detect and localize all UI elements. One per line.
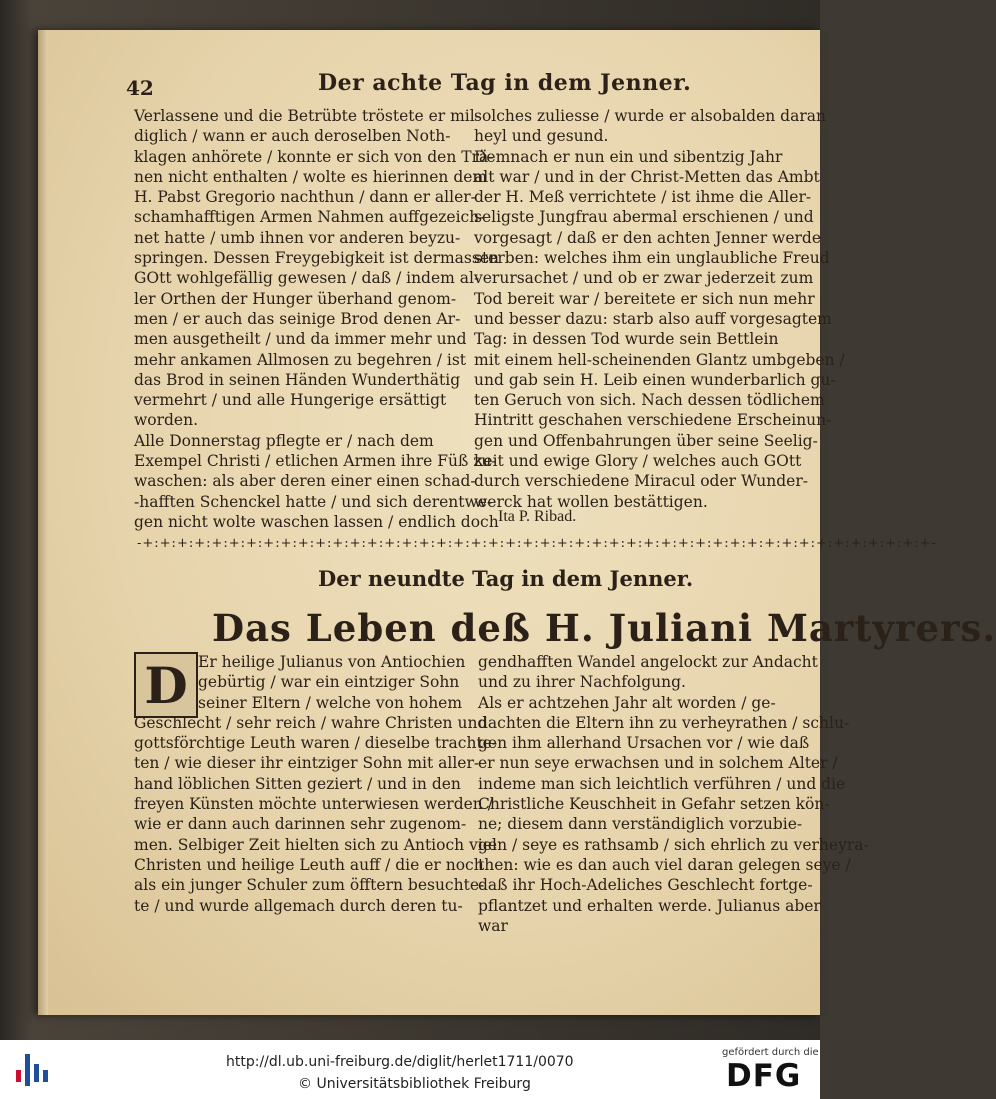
text-line: worden.: [134, 411, 199, 430]
text-line: wie er dann auch darinnen sehr zugenom-: [134, 815, 467, 834]
text-line: vorgesagt / daß er den achten Jenner werde: [474, 228, 821, 247]
chapter-title: Das Leben deß H. Juliani Martyrers.: [212, 606, 996, 650]
funding-label: gefördert durch die: [722, 1047, 819, 1058]
text-line: pflantzet und erhalten werde. Julianus aber: [478, 896, 821, 915]
text-line: springen. Dessen Freygebigkeit ist dermassen: [134, 249, 499, 268]
ornamental-divider: -+:+:+:+:+:+:+:+:+:+:+:+:+:+:+:+:+:+:+:+:+:+:+:+:+:+:+:+:+:+:+:+:+:+:+:+:+:+:+:+:+:+:+:+:+:+-: [137, 536, 937, 551]
text-line: te / und wurde allgemach durch deren tu-: [134, 896, 463, 915]
text-line: durch verschiedene Miracul oder Wunder-: [474, 472, 808, 491]
text-line: men. Selbiger Zeit hielten sich zu Antioch viel: [134, 835, 497, 854]
text-line: mehr ankamen Allmosen zu begehren / ist: [134, 350, 467, 369]
text-column-bottom-left: [134, 652, 498, 916]
section-heading: Der neundte Tag in dem Jenner.: [318, 566, 694, 591]
drop-cap: D: [134, 652, 198, 718]
text-line: gendhafften Wandel angelockt zur Andacht: [478, 653, 818, 671]
text-line: vermehrt / und alle Hungerige ersättigt: [134, 391, 447, 410]
text-line: Tod bereit war / bereitete er sich nun mehr: [474, 289, 815, 308]
text-line: gen und Offenbahrungen über seine Seelig-: [474, 431, 818, 450]
text-line: mit einem hell-scheinenden Glantz umbgeben /: [474, 350, 845, 369]
copyright-notice: © Universitätsbibliothek Freiburg: [298, 1076, 531, 1092]
text-line: Tag: in dessen Tod wurde sein Bettlein: [474, 330, 779, 349]
text-line: GOtt wohlgefällig gewesen / daß / indem al-: [134, 269, 480, 288]
text-line: net hatte / umb ihnen vor anderen beyzu-: [134, 228, 461, 247]
text-line: als ein junger Schuler zum öfftern besuchte-: [134, 876, 485, 895]
text-line: ne; diesem dann verständiglich vorzubie-: [478, 815, 803, 834]
text-line: gen / seye es rathsamb / sich ehrlich zu verheyra-: [478, 835, 869, 854]
text-line: men / er auch das seinige Brod denen Ar-: [134, 309, 461, 328]
text-line: then: wie es dan auch viel daran gelegen seye /: [478, 855, 851, 874]
text-line: diglich / wann er auch deroselben Noth-: [134, 127, 451, 146]
text-line: und zu ihrer Nachfolgung.: [478, 673, 686, 692]
running-head: Der achte Tag in dem Jenner.: [318, 70, 692, 96]
text-line: Christliche Keuschheit in Gefahr setzen kön-: [478, 795, 830, 814]
text-line: indeme man sich leichtlich verführen / und die: [478, 774, 846, 793]
text-line: und besser dazu: starb also auff vorgesagtem: [474, 309, 832, 328]
text-line: nen nicht enthalten / wolte es hierinnen dem: [134, 167, 488, 186]
text-line: alt war / und in der Christ-Metten das Ambt: [474, 167, 820, 186]
text-line: gottsförchtige Leuth waren / dieselbe trachte-: [134, 734, 498, 753]
text-line: klagen anhörete / konnte er sich von den Trä-: [134, 147, 494, 166]
text-line: Als er achtzehen Jahr alt worden / ge-: [478, 693, 776, 712]
text-line: H. Pabst Gregorio nachthun / dann er aller-: [134, 188, 476, 207]
text-line: ten Geruch von sich. Nach dessen tödlichem: [474, 391, 825, 410]
text-line: heyl und gesund.: [474, 127, 609, 146]
text-line: freyen Künsten möchte unterwiesen werden /: [134, 795, 493, 814]
text-line: ten / wie dieser ihr eintziger Sohn mit aller-: [134, 754, 480, 773]
text-line: schamhafftigen Armen Nahmen auffgezeich-: [134, 208, 485, 227]
text-column-top-left: [134, 106, 499, 532]
text-line: Christen und heilige Leuth auff / die er noch: [134, 855, 484, 874]
text-line: Demnach er nun ein und sibentzig Jahr: [474, 147, 783, 166]
permalink-link[interactable]: http://dl.ub.uni-freiburg.de/diglit/herlet1711/0070: [226, 1054, 574, 1070]
text-line: hand löblichen Sitten geziert / und in den: [134, 774, 461, 793]
library-logo-icon: [12, 1050, 52, 1090]
text-line: seiner Eltern / welche von hohem: [198, 693, 463, 712]
text-line: dachten die Eltern ihn zu verheyrathen / schlu-: [478, 713, 850, 732]
text-line: solches zuliesse / wurde er alsobalden daran: [474, 107, 826, 125]
text-line: das Brod in seinen Händen Wunderthätig: [134, 370, 461, 389]
text-line: keit und ewige Glory / welches auch GOtt: [474, 452, 802, 471]
text-line: Er heilige Julianus von Antiochien: [198, 653, 466, 671]
source-citation: Ita P. Ribad.: [498, 508, 577, 525]
text-line: der H. Meß verrichtete / ist ihme die Aller-: [474, 188, 812, 207]
text-line: Verlassene und die Betrübte tröstete er mil-: [134, 107, 480, 125]
text-line: gen ihm allerhand Ursachen vor / wie daß: [478, 734, 810, 753]
text-line: Exempel Christi / etlichen Armen ihre Füß zu-: [134, 452, 497, 471]
text-line: sterben: welches ihm ein unglaubliche Freud: [474, 249, 830, 268]
text-line: Alle Donnerstag pflegte er / nach dem: [134, 431, 434, 450]
text-line: gen nicht wolte waschen lassen / endlich doch: [134, 512, 499, 531]
page-number: 42: [126, 76, 154, 100]
text-column-top-right: [474, 106, 845, 512]
text-line: seligste Jungfrau abermal erschienen / und: [474, 208, 814, 227]
text-line: und gab sein H. Leib einen wunderbarlich gu-: [474, 370, 836, 389]
text-line: er nun seye erwachsen und in solchem Alter /: [478, 754, 838, 773]
dfg-logo[interactable]: DFG: [726, 1058, 802, 1094]
text-column-bottom-right: [478, 652, 869, 936]
text-line: waschen: als aber deren einer einen schad-: [134, 472, 476, 491]
text-line: werck hat wollen bestättigen.: [474, 492, 708, 511]
text-line: Geschlecht / sehr reich / wahre Christen und: [134, 713, 488, 732]
text-line: gebürtig / war ein eintziger Sohn: [198, 673, 460, 692]
text-line: daß ihr Hoch-Adeliches Geschlecht fortge-: [478, 876, 813, 895]
text-line: men ausgetheilt / und da immer mehr und: [134, 330, 467, 349]
text-line: ler Orthen der Hunger überhand genom-: [134, 289, 457, 308]
text-line: -hafften Schenckel hatte / und sich derentwe-: [134, 492, 493, 511]
text-line: verursachet / und ob er zwar jederzeit zum: [474, 269, 814, 288]
page-edge: [38, 30, 48, 1015]
text-line: war: [478, 916, 508, 935]
text-line: Hintritt geschahen verschiedene Erscheinun-: [474, 411, 832, 430]
